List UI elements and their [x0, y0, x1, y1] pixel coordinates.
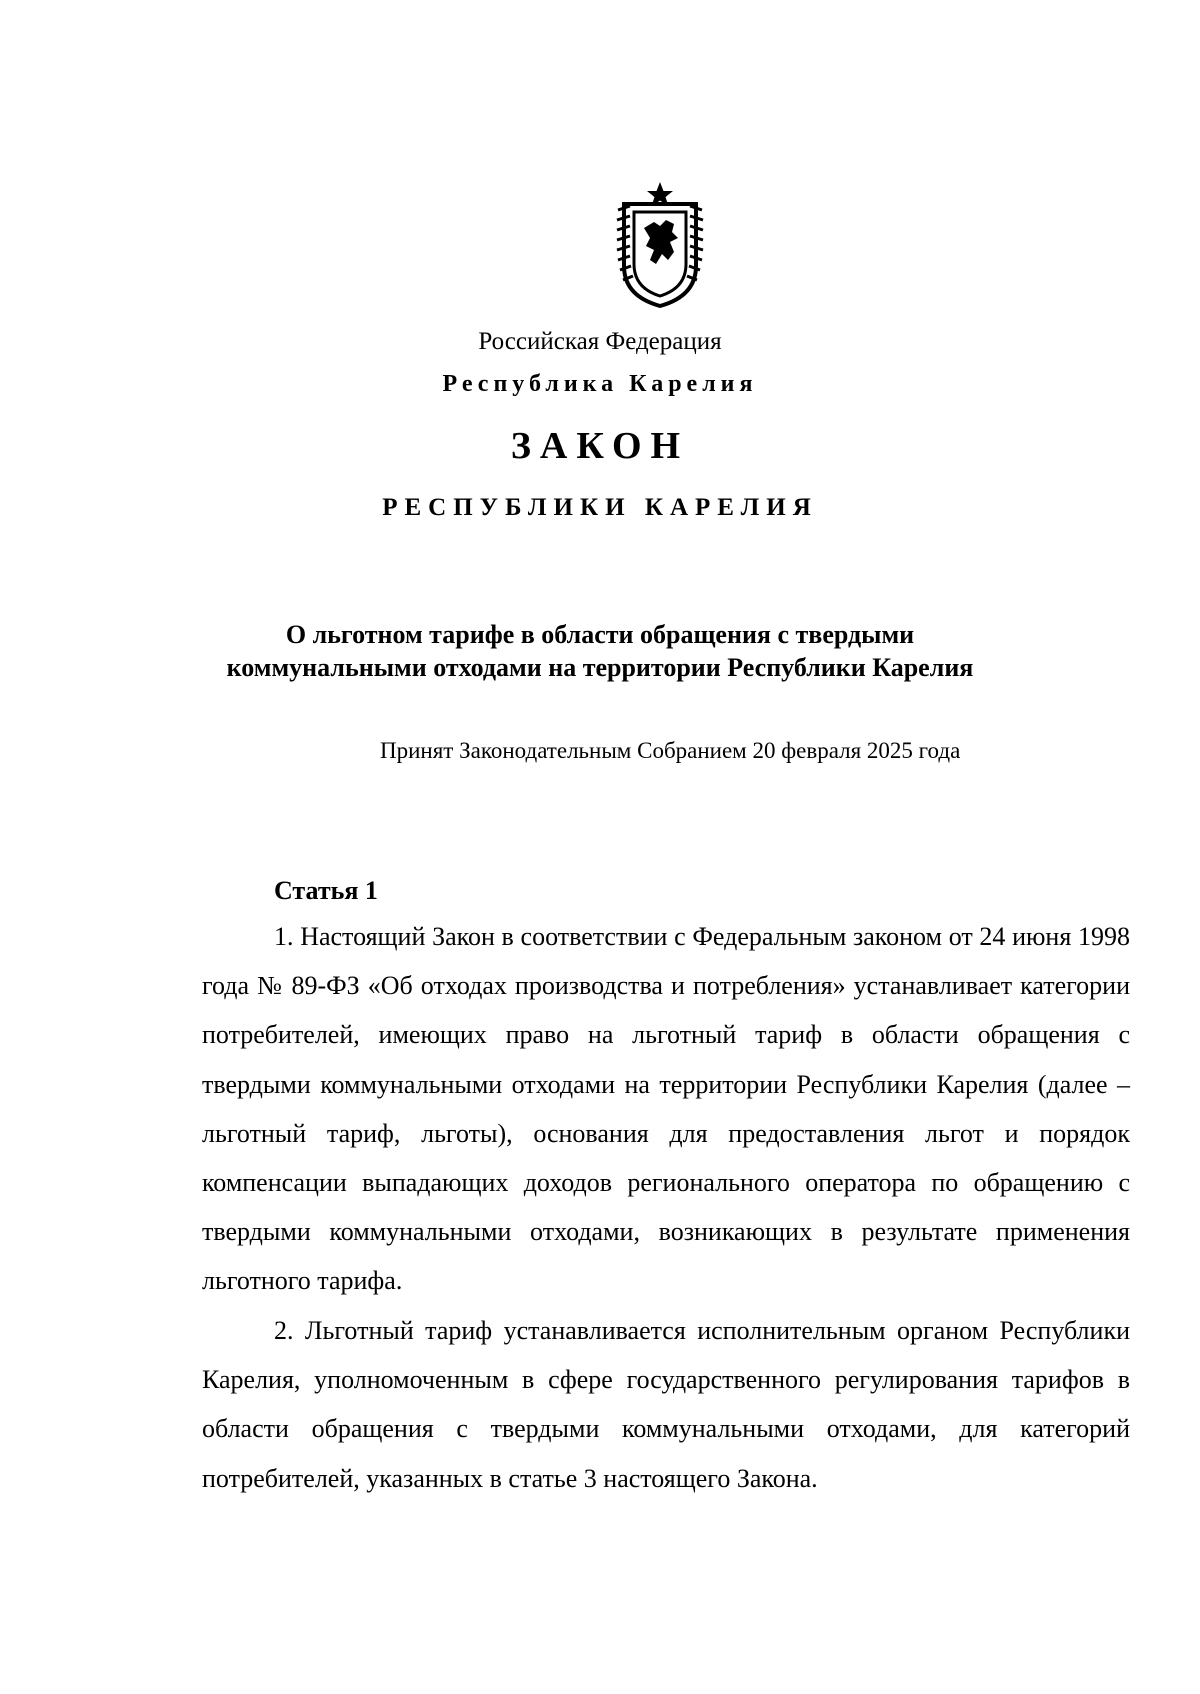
- article-paragraph-1: 1. Настоящий Закон в соответствии с Федеральным законом от 24 июня 1998 года № 89-ФЗ «Об отходах производства и потребления» устанавливает категории потребителей, имеющих право на льготный тариф в области обращения с твердыми коммунальными отходами на территории Республики Карелия (далее – льготный тариф, льготы), основания для предоставления льгот и порядок компенсации выпадающих доходов регионального оператора по обращению с твердыми коммунальными отходами, возникающих в результате применения льготного тарифа.: [202, 922, 1130, 1296]
- law-name-line-1: О льготном тарифе в области обращения с твердыми: [285, 620, 915, 649]
- document-issuer: РЕСПУБЛИКИ КАРЕЛИЯ: [382, 494, 818, 521]
- country-name: Российская Федерация: [478, 328, 722, 355]
- article-paragraph-2: 2. Льготный тариф устанавливается исполнительным органом Республики Карелия, уполномоченным в сфере государственного регулирования тарифов в области обращения с твердыми коммунальными отходами, для категорий потребителей, указанных в статье 3 настоящего Закона.: [202, 1316, 1130, 1493]
- law-name: [0, 618, 1200, 684]
- law-name-line-2: коммунальными отходами на территории Республики Карелия: [226, 653, 974, 682]
- coat-of-arms-icon: [614, 180, 706, 308]
- republic-name: Республика Карелия: [442, 371, 758, 397]
- adoption-note: Принят Законодательным Собранием 20 февраля 2025 года: [380, 738, 961, 763]
- document-type-title: ЗАКОН: [510, 425, 690, 467]
- article-heading: Статья 1: [274, 876, 378, 905]
